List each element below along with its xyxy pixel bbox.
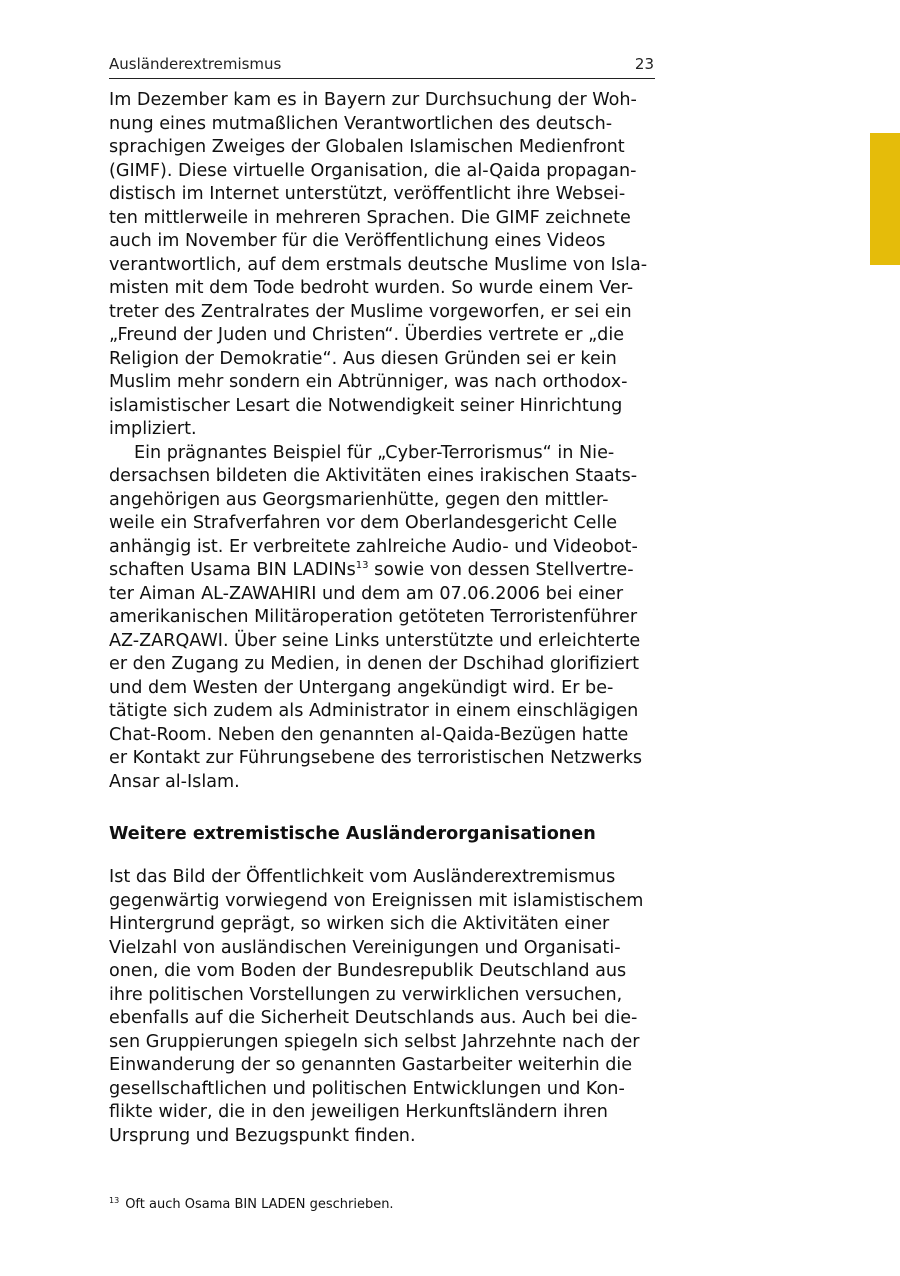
text-line: Ein prägnantes Beispiel für „Cyber-Terrorismus“ in Nie- <box>134 442 615 463</box>
text-line: treter des Zentralrates der Muslime vorgeworfen, er sei ein <box>109 301 632 322</box>
text-line: sen Gruppierungen spiegeln sich selbst Jahrzehnte nach der <box>109 1031 640 1052</box>
text-line: sprachigen Zweiges der Globalen Islamischen Medienfront <box>109 137 625 157</box>
text-line: auch im November für die Veröffentlichung eines Videos <box>109 231 606 251</box>
footnote <box>109 1196 394 1214</box>
paragraph-3 <box>109 866 657 1148</box>
text-fragment: schaften Usama BIN LADINs <box>109 560 356 580</box>
text-line: gesellschaftlichen und politischen Entwicklungen und Kon- <box>109 1078 625 1099</box>
text-line: flikte wider, die in den jeweiligen Herkunftsländern ihren <box>109 1102 608 1122</box>
text-line: dersachsen bildeten die Aktivitäten eines irakischen Staats- <box>109 466 638 486</box>
text-line: und dem Westen der Untergang angekündigt wird. Er be- <box>109 677 614 698</box>
text-line: er den Zugang zu Medien, in denen der Dschihad glorifiziert <box>109 654 640 674</box>
text-line: Ursprung und Bezugspunkt finden. <box>109 1125 416 1146</box>
body-text <box>109 89 657 794</box>
text-line: impliziert. <box>109 419 197 439</box>
section-heading: Weitere extremistische Ausländerorganisationen <box>109 824 596 844</box>
text-line: islamistischer Lesart die Notwendigkeit seiner Hinrichtung <box>109 395 623 416</box>
header-title: Ausländerextremismus <box>109 55 282 73</box>
text-line: Ansar al-Islam. <box>109 771 240 792</box>
page-number: 23 <box>634 55 654 73</box>
text-line: amerikanischen Militäroperation getöteten Terroristenführer <box>109 607 638 627</box>
text-line: „Freund der Juden und Christen“. Überdies vertrete er „die <box>109 325 625 345</box>
text-line: Religion der Demokratie“. Aus diesen Gründen sei er kein <box>109 348 617 369</box>
footnote-text: Oft auch Osama BIN LADEN geschrieben. <box>125 1197 394 1212</box>
text-line: onen, die vom Boden der Bundesrepublik Deutschland aus <box>109 961 627 981</box>
text-line: er Kontakt zur Führungsebene des terroristischen Netzwerks <box>109 748 643 768</box>
text-line-with-footnote-ref <box>109 559 657 583</box>
text-line: Muslim mehr sondern ein Abtrünniger, was nach orthodox- <box>109 372 628 392</box>
text-line: angehörigen aus Georgsmarienhütte, gegen den mittler- <box>109 489 609 510</box>
text-line: ihre politischen Vorstellungen zu verwirklichen versuchen, <box>109 984 623 1005</box>
text-line: verantwortlich, auf dem erstmals deutsche Muslime von Isla- <box>109 254 648 275</box>
running-header <box>109 52 655 79</box>
chapter-tab-marker <box>870 133 900 265</box>
text-line: ter Aiman AL-ZAWAHIRI und dem am 07.06.2006 bei einer <box>109 583 624 604</box>
text-line: anhängig ist. Er verbreitete zahlreiche Audio- und Videobot- <box>109 536 638 557</box>
text-fragment: sowie von dessen Stellvertre- <box>368 560 634 580</box>
text-line: Einwanderung der so genannten Gastarbeiter weiterhin die <box>109 1055 633 1075</box>
text-line: misten mit dem Tode bedroht wurden. So wurde einem Ver- <box>109 278 634 298</box>
text-line: ten mittlerweile in mehreren Sprachen. Die GIMF zeichnete <box>109 207 631 228</box>
text-line: AZ-ZARQAWI. Über seine Links unterstützte und erleichterte <box>109 630 641 651</box>
text-line: tätigte sich zudem als Administrator in einem einschlägigen <box>109 701 639 721</box>
text-line: ebenfalls auf die Sicherheit Deutschlands aus. Auch bei die- <box>109 1008 638 1028</box>
text-line: Ist das Bild der Öffentlichkeit vom Ausländerextremismus <box>109 867 616 887</box>
text-line: Vielzahl von ausländischen Vereinigungen und Organisati- <box>109 937 621 958</box>
footnote-reference: 13 <box>355 560 369 571</box>
text-line: nung eines mutmaßlichen Verantwortlichen des deutsch- <box>109 113 613 134</box>
text-line: Hintergrund geprägt, so wirken sich die Aktivitäten einer <box>109 914 610 934</box>
text-line: weile ein Strafverfahren vor dem Oberlandesgericht Celle <box>109 513 618 533</box>
text-line: distisch im Internet unterstützt, veröffentlicht ihre Websei- <box>109 184 626 204</box>
text-line: Chat-Room. Neben den genannten al-Qaida-Bezügen hatte <box>109 724 629 745</box>
text-line: gegenwärtig vorwiegend von Ereignissen mit islamistischem <box>109 890 644 911</box>
paragraph-2 <box>109 442 657 795</box>
text-line: Im Dezember kam es in Bayern zur Durchsuchung der Woh- <box>109 90 637 110</box>
text-line: (GIMF). Diese virtuelle Organisation, die al-Qaida propagan- <box>109 160 637 181</box>
footnote-number: 13 <box>109 1196 120 1205</box>
paragraph-1 <box>109 89 657 442</box>
